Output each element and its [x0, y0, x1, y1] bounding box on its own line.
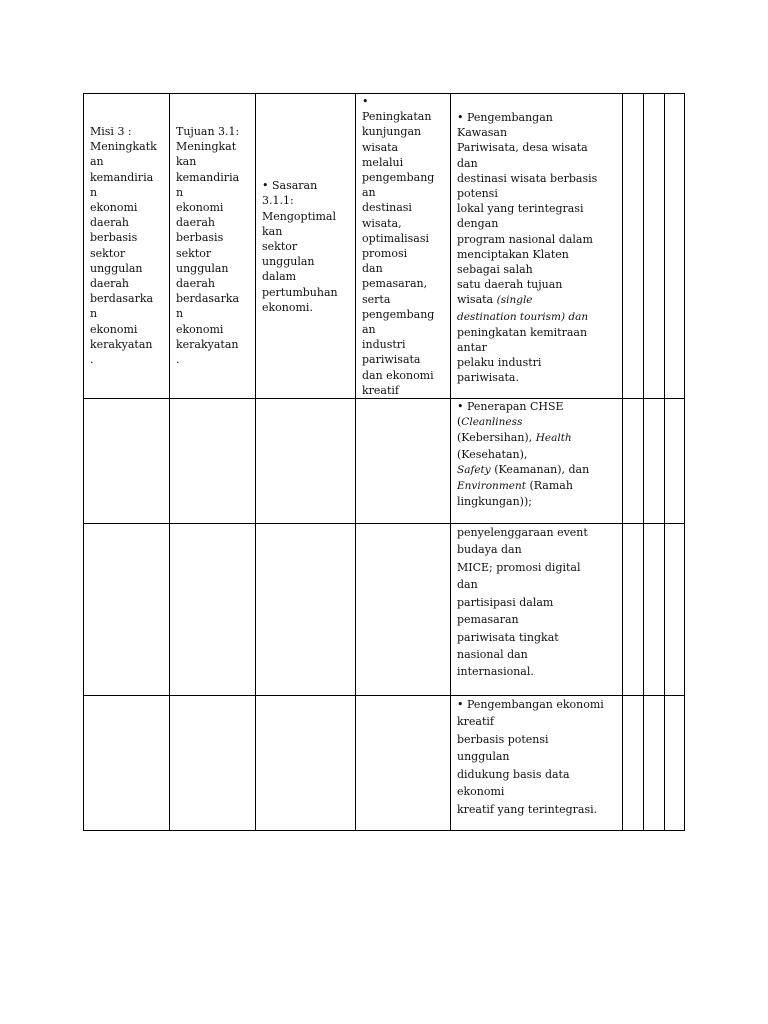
cell-empty: [84, 696, 170, 831]
cell-empty: [170, 696, 256, 831]
table-row: [84, 524, 685, 696]
chse-text-part: (Keamanan), dan: [494, 462, 590, 476]
cell-empty: [623, 399, 644, 524]
table-row: [84, 399, 685, 524]
cell-empty: [84, 524, 170, 696]
cell-empty: [623, 94, 644, 399]
cell-empty: [644, 399, 665, 524]
cell-empty: [356, 524, 451, 696]
chse-text: [451, 399, 622, 509]
strategi-text: • Peningkatan kunjungan wisata melalui pengembang an destinasi wisata, optimalisasi promosi dan pemasaran, serta pengembang an industri pariwisata dan ekonomi kreatif: [362, 95, 435, 397]
table-row: [84, 94, 685, 399]
table-row: [84, 696, 685, 831]
chse-text-part: (Ramah lingkungan));: [457, 479, 573, 509]
arah-text-italic: (single destination tourism) dan: [457, 294, 589, 323]
chse-italic-term: Health: [535, 432, 572, 445]
arah-text-a: • Pengembangan Kawasan Pariwisata, desa wisata dan destinasi wisata berbasis potensi lokal yang terintegrasi dengan program nasional dalam menciptakan Klaten sebagai salah satu daerah tujuan wisata: [457, 111, 598, 307]
cell-empty: [665, 94, 685, 399]
chse-italic-term: Safety: [457, 463, 491, 476]
cell-tujuan: [170, 94, 256, 399]
cell-empty: [665, 399, 685, 524]
strategy-table: [83, 93, 685, 831]
cell-empty: [84, 399, 170, 524]
arah-text-b: peningkatan kemitraan antar pelaku industri pariwisata.: [457, 325, 588, 385]
cell-arah-kebijakan: [451, 94, 623, 399]
cell-arah-kebijakan: [451, 696, 623, 831]
chse-text-part: (Kebersihan),: [457, 431, 533, 445]
cell-strategi: [356, 94, 451, 399]
event-text: penyelenggaraan event budaya dan MICE; promosi digital dan partisipasi dalam pemasaran pariwisata tingkat nasional dan internasional.: [457, 526, 588, 679]
cell-empty: [623, 696, 644, 831]
cell-empty: [644, 94, 665, 399]
cell-misi: [84, 94, 170, 399]
ekonomi-kreatif-text: • Pengembangan ekonomi kreatif berbasis potensi unggulan didukung basis data ekonomi kreatif yang terintegrasi.: [457, 698, 604, 816]
chse-italic-term: Cleanliness: [461, 416, 523, 429]
cell-empty: [665, 524, 685, 696]
chse-italic-term: Environment: [457, 480, 526, 493]
cell-sasaran: [256, 94, 356, 399]
arah-kebijakan-text: [451, 94, 622, 386]
cell-empty: [623, 524, 644, 696]
cell-empty: [665, 696, 685, 831]
cell-empty: [256, 696, 356, 831]
chse-text-part: • Penerapan CHSE (: [457, 400, 564, 429]
cell-empty: [256, 524, 356, 696]
sasaran-text: • Sasaran 3.1.1: Mengoptimal kan sektor unggulan dalam pertumbuhan ekonomi.: [262, 179, 338, 314]
tujuan-text: Tujuan 3.1: Meningkat kan kemandiria n ekonomi daerah berbasis sektor unggulan daerah berdasarka n ekonomi kerakyatan .: [176, 125, 240, 367]
cell-empty: [644, 696, 665, 831]
cell-empty: [256, 399, 356, 524]
misi-text: Misi 3 : Meningkatk an kemandiria n ekonomi daerah berbasis sektor unggulan daerah berdasarka n ekonomi kerakyatan .: [90, 125, 157, 367]
cell-empty: [644, 524, 665, 696]
chse-text-part: (Kesehatan),: [457, 447, 528, 461]
cell-empty: [170, 399, 256, 524]
cell-arah-kebijakan: [451, 524, 623, 696]
cell-empty: [356, 696, 451, 831]
cell-arah-kebijakan: [451, 399, 623, 524]
cell-empty: [356, 399, 451, 524]
cell-empty: [170, 524, 256, 696]
